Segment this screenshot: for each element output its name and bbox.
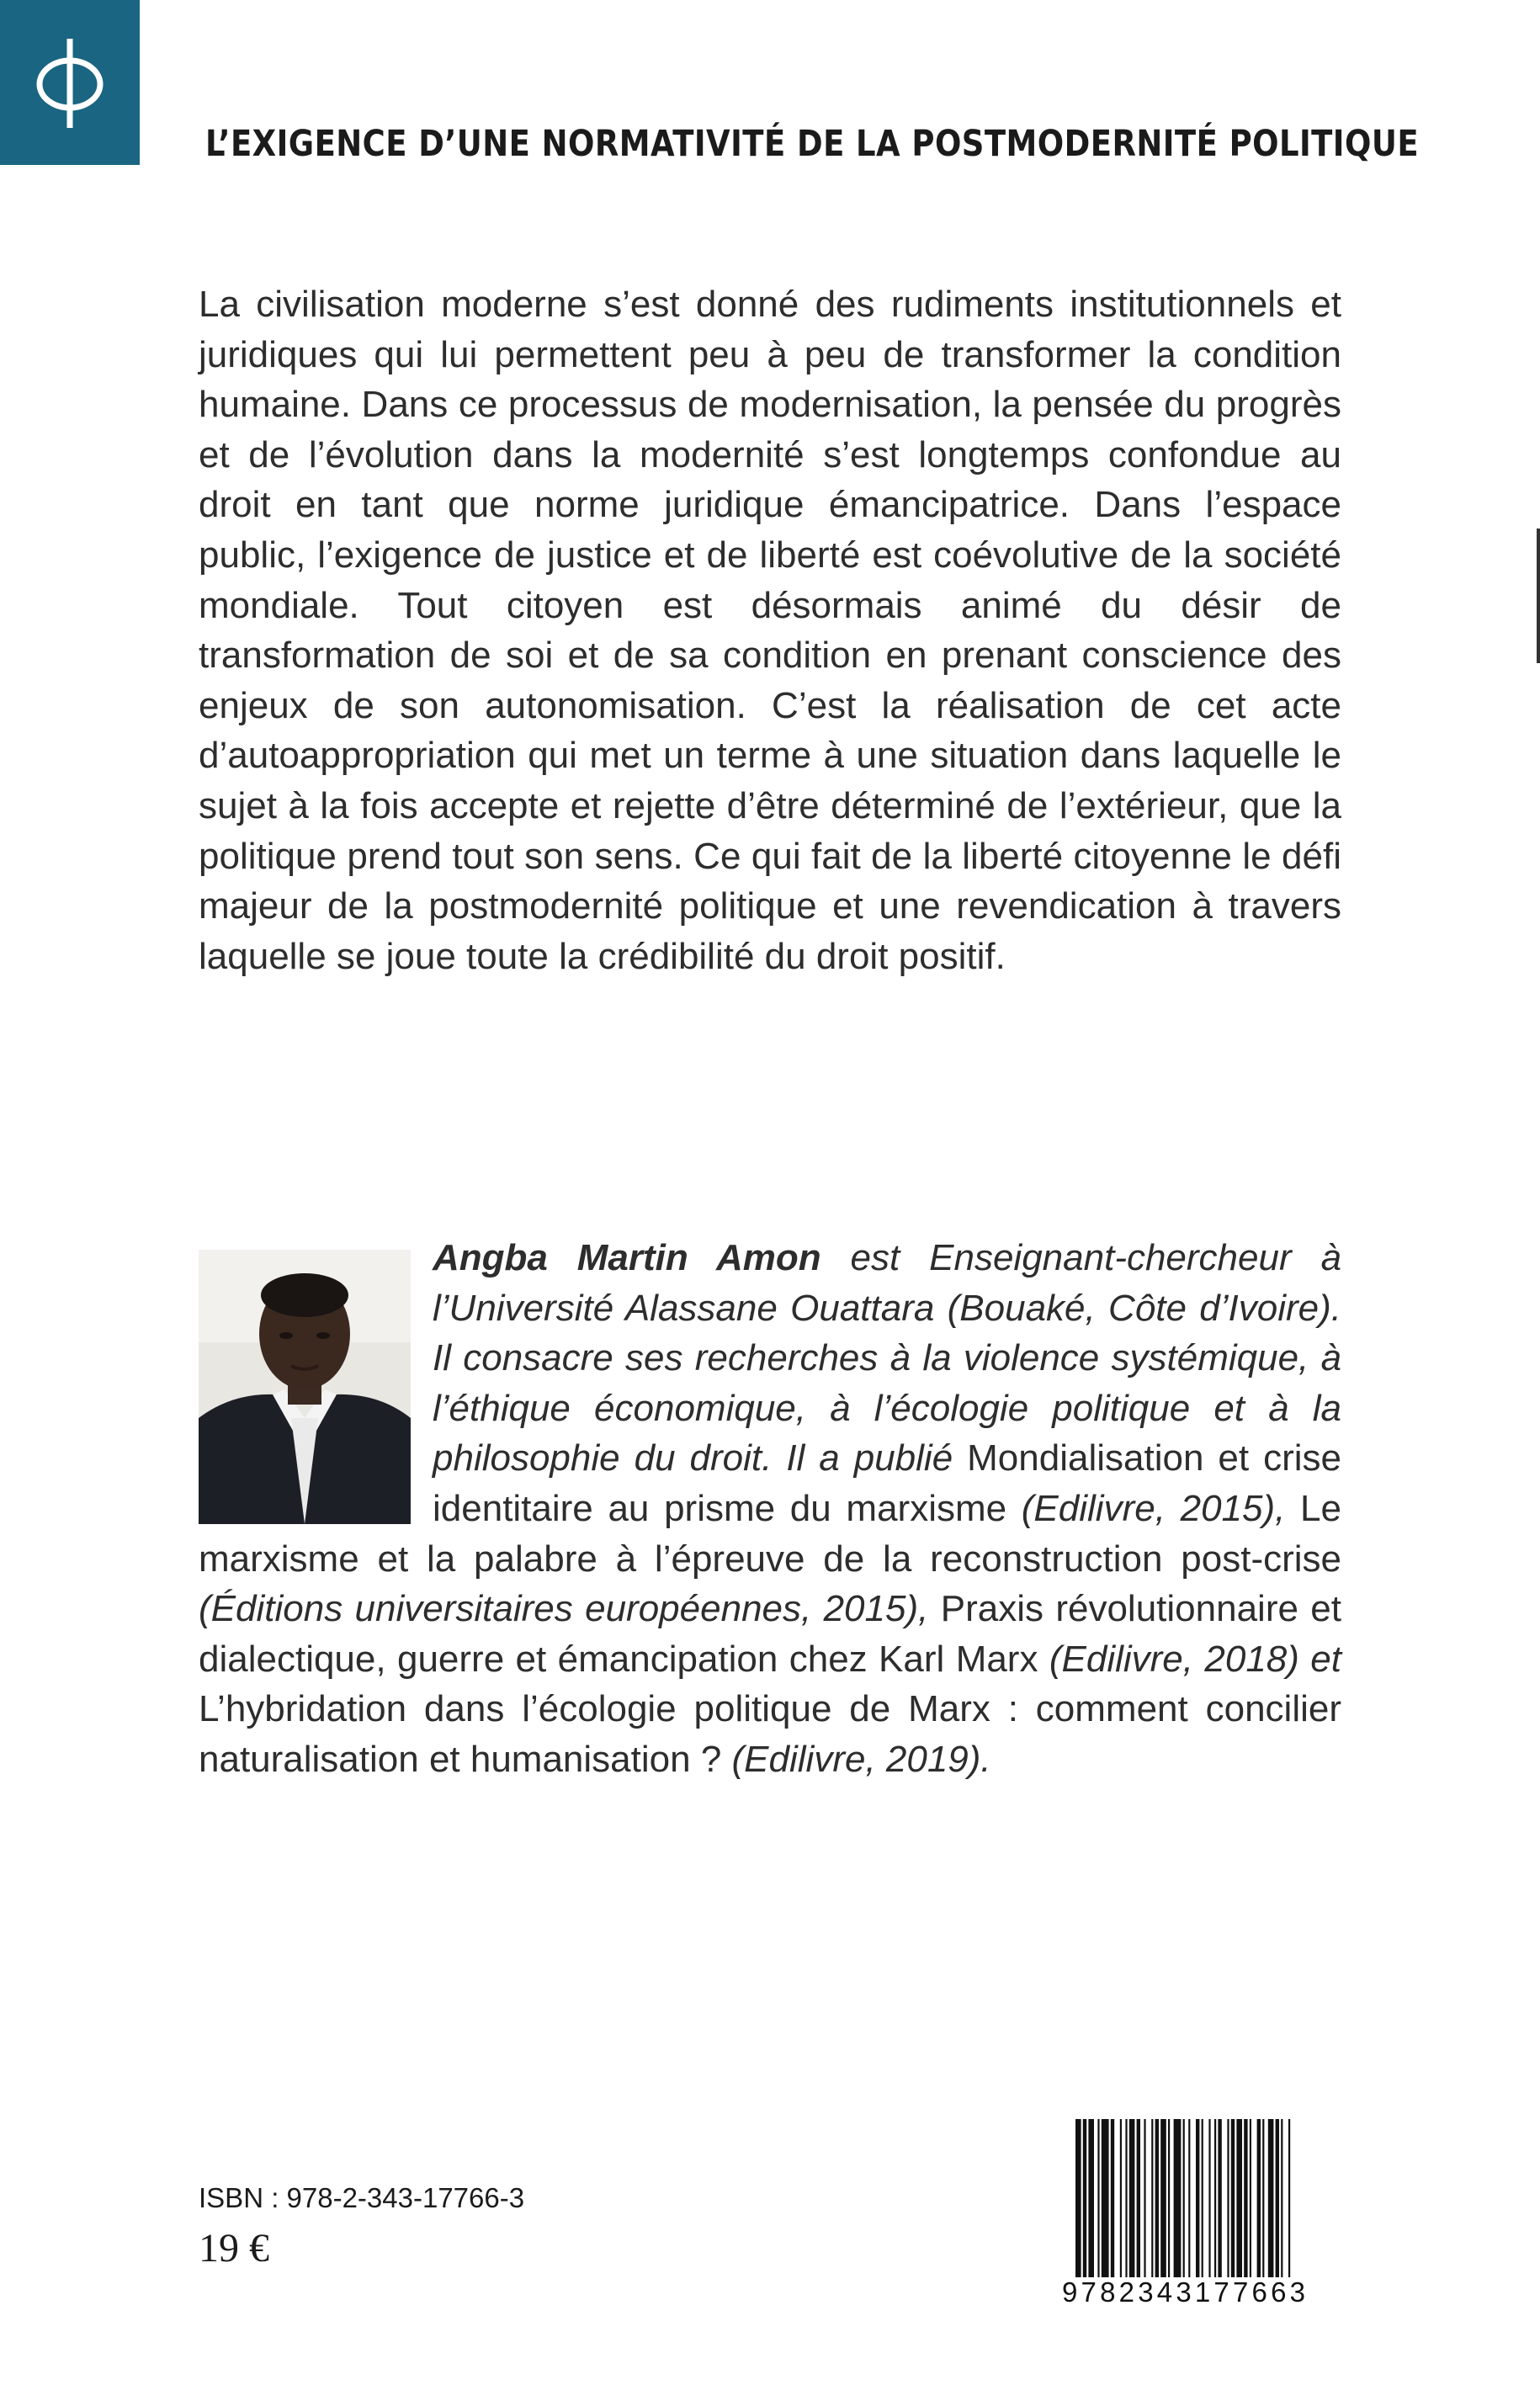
synopsis-text: La civilisation moderne s’est donné des rudiments institutionnels et juridiques qui lui permettent peu à peu de transformer la condition humaine. Dans ce processus de modernisation, la pensée du progrès et de l’évolution dans la modernité s’est longtemps confondue au droit en tant que norme juridique émancipatrice. Dans l’espace public, l’exigence de justice et de liberté est coévolutive de la société mondiale. Tout citoyen est désormais animé du désir de transformation de soi et de sa condition en prenant conscience des enjeux de son autonomisation. C’est la réalisation de cet acte d’autoappropriation qui met un terme à une situation dans laquelle le sujet à la fois accepte et rejette d’être déterminé de l’extérieur, que la politique prend tout son sens. Ce qui fait de la liberté citoyenne le défi majeur de la postmodernité politique et une revendication à travers laquelle se joue toute la crédibilité du droit positif.: [199, 284, 1341, 977]
barcode-digits: 9782343177663: [1062, 2276, 1309, 2308]
isbn-label: ISBN : 978-2-343-17766-3: [199, 2182, 525, 2213]
author-bio-intro: est Enseignant-chercheur à l’Université Alassane Ouattara (Bouaké, Côte d’Ivoire). Il consacre ses recherches à la violence systémique, à l’éthique économique, à l’écologie politique et à la philosophie du droit. Il a publié: [433, 1237, 1341, 1479]
price-label: 19 €: [199, 2226, 269, 2271]
book-publisher-4: (Edilivre, 2019).: [721, 1738, 991, 1780]
book-title-4: L’hybridation dans l’écologie politique de Marx : comment concilier naturalisation et humanisation ?: [199, 1688, 1341, 1780]
barcode-bar: [1160, 2119, 1166, 2277]
barcode-bar: [1083, 2119, 1086, 2277]
publisher-logo: [0, 0, 140, 165]
book-title-2: Le marxisme et la palabre à l’épreuve de la reconstruction post-crise: [199, 1487, 1341, 1580]
barcode-bar: [1288, 2119, 1290, 2277]
barcode-bar: [1188, 2119, 1190, 2277]
barcode-bar: [1214, 2119, 1216, 2277]
barcode-bar: [1151, 2119, 1153, 2277]
barcode-bar: [1137, 2119, 1140, 2277]
book-title-1: Mondialisation et crise identitaire au prisme du marxisme: [433, 1437, 1341, 1529]
barcode-bar: [1183, 2119, 1185, 2277]
barcode-bar: [1202, 2119, 1203, 2277]
phi-icon: [29, 32, 110, 133]
barcode-bar: [1231, 2119, 1235, 2277]
book-publisher-1: (Edilivre, 2015),: [1006, 1487, 1301, 1529]
barcode-bar: [1155, 2119, 1159, 2277]
barcode-bar: [1268, 2119, 1274, 2277]
barcode-bar: [1125, 2119, 1127, 2277]
author-name: Angba Martin Amon: [433, 1237, 821, 1278]
author-section: [199, 1233, 1341, 1785]
barcode-bar: [1102, 2119, 1109, 2277]
barcode-bar: [1129, 2119, 1135, 2277]
barcode-bar: [1218, 2119, 1221, 2277]
barcode-bar: [1144, 2119, 1145, 2277]
barcode-bar: [1111, 2119, 1114, 2277]
barcode-bar: [1262, 2119, 1264, 2277]
barcode-bar: [1208, 2119, 1210, 2277]
barcode: [1074, 2119, 1348, 2287]
barcode-bar: [1257, 2119, 1261, 2277]
barcode-bar: [1168, 2119, 1170, 2277]
barcode-bar: [1236, 2119, 1242, 2277]
barcode-bar: [1250, 2119, 1251, 2277]
barcode-bar: [1174, 2119, 1182, 2277]
page-edge-mark: [1537, 529, 1540, 663]
barcode-bar: [1196, 2119, 1199, 2277]
barcode-bar: [1227, 2119, 1229, 2277]
barcode-bar: [1281, 2119, 1282, 2277]
barcode-bar: [1088, 2119, 1094, 2277]
barcode-bar: [1244, 2119, 1247, 2277]
barcode-bar: [1120, 2119, 1122, 2277]
book-publisher-2: (Éditions universitaires européennes, 2015),: [199, 1588, 941, 1630]
author-photo: [199, 1250, 411, 1524]
barcode-bar: [1276, 2119, 1279, 2277]
book-title: L’EXIGENCE D’UNE NORMATIVITÉ DE LA POSTMODERNITÉ POLITIQUE: [205, 123, 1420, 165]
barcode-bar: [1097, 2119, 1099, 2277]
book-title-3: Praxis révolutionnaire et dialectique, guerre et émancipation chez Karl Marx: [199, 1588, 1342, 1680]
barcode-bar: [1075, 2119, 1081, 2277]
book-publisher-3: (Edilivre, 2018) et: [1038, 1638, 1341, 1680]
